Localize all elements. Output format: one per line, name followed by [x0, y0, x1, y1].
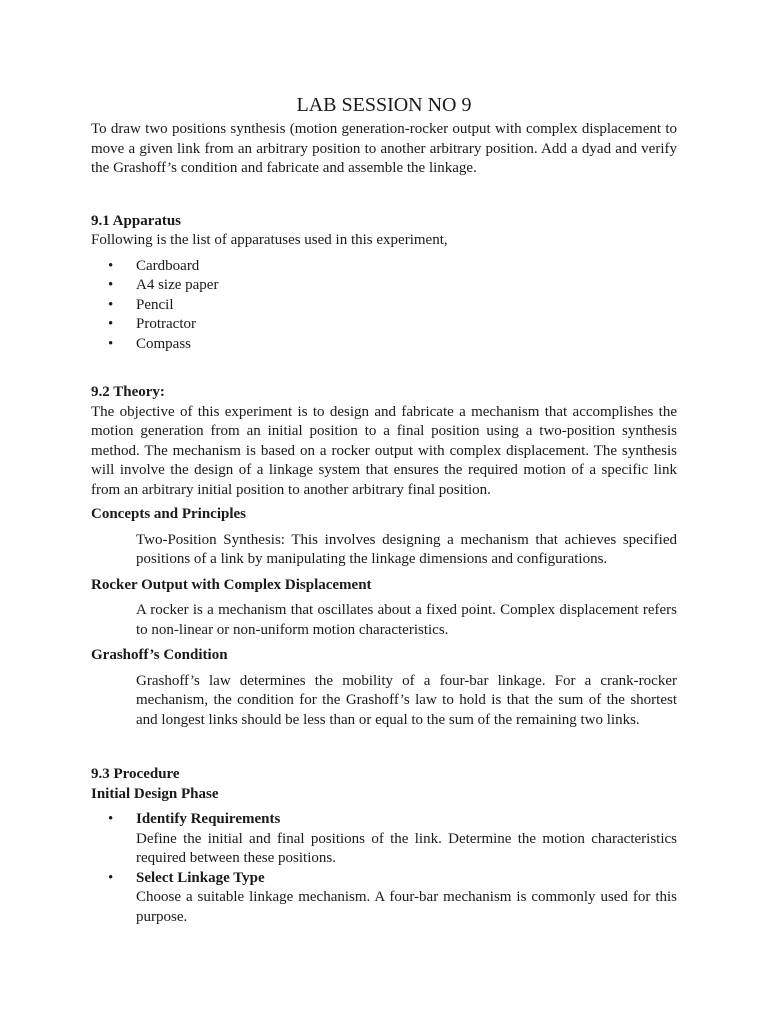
grashoff-heading: Grashoff’s Condition — [91, 647, 228, 663]
grashoff-text: Grashoff’s law determines the mobility of a four-bar linkage. For a crank-rocker mechanism, the condition for the Grashoff’s law to hold is that the sum of the shortest and longest links should be less than or equal to the sum of the remaining two links. — [136, 672, 677, 728]
bullet-icon: • — [108, 277, 114, 293]
bullet-icon: • — [108, 869, 114, 886]
list-item — [91, 810, 677, 869]
list-item: • Compass — [91, 335, 677, 355]
intro-paragraph: To draw two positions synthesis (motion generation-rocker output with complex displacement to move a given link from an arbitrary position to another arbitrary position. Add a dyad and verify the Grashoff’s condition and fabricate and assemble the linkage. — [91, 121, 677, 176]
procedure-heading: 9.3 Procedure — [91, 766, 180, 782]
bullet-icon: • — [108, 296, 114, 313]
list-item: • Protractor — [91, 315, 677, 335]
step-title: Identify Requirements — [136, 811, 281, 827]
apparatus-lead: Following is the list of apparatuses used in this experiment, — [91, 232, 448, 248]
page-title: LAB SESSION NO 9 — [296, 94, 472, 116]
document-page — [91, 92, 677, 927]
step-text: Choose a suitable linkage mechanism. A four-bar mechanism is commonly used for this purpose. — [136, 889, 677, 925]
bullet-icon: • — [108, 811, 114, 827]
procedure-steps — [91, 810, 677, 927]
concepts-text: Two-Position Synthesis: This involves designing a mechanism that achieves specified positions of a link by manipulating the linkage dimensions and configurations. — [136, 531, 677, 567]
theory-heading: 9.2 Theory: — [91, 384, 165, 400]
list-item: • Pencil — [91, 296, 677, 316]
apparatus-heading: 9.1 Apparatus — [91, 212, 182, 229]
rocker-heading: Rocker Output with Complex Displacement — [91, 576, 372, 593]
bullet-icon: • — [108, 257, 114, 274]
phase-heading: Initial Design Phase — [91, 785, 219, 802]
list-item — [91, 869, 677, 928]
bullet-icon: • — [108, 335, 114, 352]
rocker-text: A rocker is a mechanism that oscillates about a fixed point. Complex displacement refers to non-linear or non-uniform motion characteristics. — [136, 602, 677, 638]
bullet-icon: • — [108, 316, 114, 332]
step-title: Select Linkage Type — [136, 869, 265, 886]
step-text: Define the initial and final positions of the link. Determine the motion characteristics required between these positions. — [136, 830, 677, 866]
list-item: • Cardboard — [91, 257, 677, 277]
concepts-heading: Concepts and Principles — [91, 506, 247, 522]
theory-paragraph: The objective of this experiment is to design and fabricate a mechanism that accomplishes the motion generation from an initial position to a final position using a two-position synthesis method. The mechanism is based on a rocker output with complex displacement. The synthesis will involve the design of a linkage system that ensures the required motion of a specific link from an arbitrary initial position to another arbitrary final position. — [91, 403, 677, 498]
list-item: • A4 size paper — [91, 276, 677, 296]
apparatus-list — [91, 257, 677, 355]
